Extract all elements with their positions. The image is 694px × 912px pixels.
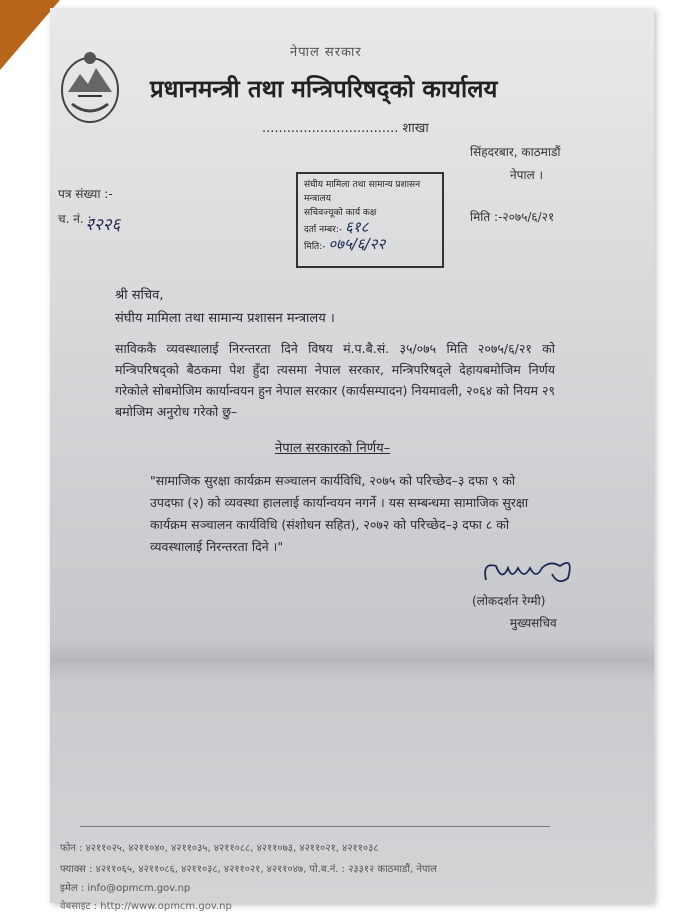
recipient: संघीय मामिला तथा सामान्य प्रशासन मन्त्रालय । (115, 311, 335, 326)
dispatch-label: च. नं. :- (58, 212, 96, 226)
address-line-1: सिंहदरबार, काठमाडौं (470, 145, 561, 159)
stamp-date-label: मिति:- (304, 242, 326, 252)
receipt-stamp (296, 172, 444, 268)
decision-text: "सामाजिक सुरक्षा कार्यक्रम सञ्चालन कार्यविधि, २०७५ को परिच्छेद–३ दफा ९ को उपदफा (२) को व्यवस्था हाललाई कार्यान्वयन नगर्ने । यस सम्बन्धमा सामाजिक सुरक्षा कार्यक्रम सञ्चालन कार्यविधि (संशोधन सहित), २०७२ को परिच्छेद–३ दफा ८ को व्यवस्थालाई निरन्तरता दिने ।" (150, 473, 529, 554)
government-name: नेपाल सरकार (290, 45, 362, 60)
paper-fold-shadow (50, 640, 654, 680)
address-line-2: नेपाल । (510, 168, 544, 182)
signature-image (478, 552, 578, 592)
footer-website: वेबसाइट : http://www.opmcm.gov.np (60, 901, 232, 912)
nepal-emblem-icon (58, 44, 122, 126)
footer-divider (80, 826, 550, 827)
signatory-name: (लोकदर्शन रेग्मी) (472, 594, 546, 608)
footer-fax: फ्याक्स : ४२११०६५, ४२११०८६, ४२११०३८, ४२११०२१, ४२११०४७, पो.ब.नं. : २३३१२ काठमाडौं, नेपाल (60, 864, 437, 875)
stamp-line-1: संघीय मामिला तथा सामान्य प्रशासन मन्त्रालय (304, 180, 421, 204)
branch-line: ................................. शाखा (262, 121, 429, 136)
office-title: प्रधानमन्त्री तथा मन्त्रिपरिषद्को कार्यालय (150, 75, 498, 103)
salutation: श्री सचिव, (115, 288, 164, 303)
stamp-date-value: ०७५/६/२२ (328, 235, 386, 253)
letter-date: मिति :-२०७५/६/२१ (470, 210, 555, 224)
decision-heading: नेपाल सरकारको निर्णय– (275, 441, 391, 456)
footer-phone: फोन : ४२११०२५, ४२११०४०, ४२११०३५, ४२११०८८, ४२११०७३, ४२११०२१, ४२११०३८ (60, 843, 379, 854)
signatory-title: मुख्यसचिव (510, 616, 557, 630)
reference-label: पत्र संख्या :- (58, 187, 113, 201)
stamp-darta-label: दर्ता नम्बर:- (304, 225, 343, 235)
body-paragraph: साविककै व्यवस्थालाई निरन्तरता दिने विषय मं.प.बै.सं. ३५/०७५ मिति २०७५/६/२१ को मन्त्रिपरिषद्को बैठकमा पेश हुँदा त्यसमा नेपाल सरकार, मन्त्रिपरिषद्ले देहायबमोजिम निर्णय गरेकोले सोबमोजिम कार्यान्वयन हुन नेपाल सरकार (कार्यसम्पादन) नियमावली, २०६४ को नियम २९ बमोजिम अनुरोध गरेको छु– (115, 341, 555, 419)
stamp-line-2: सचिवज्यूको कार्य कक्ष (304, 208, 377, 218)
dispatch-number: २२२६ (85, 215, 121, 235)
footer-email: इमेल : info@opmcm.gov.np (60, 883, 191, 894)
stamp-darta-value: ६१८ (345, 218, 369, 236)
